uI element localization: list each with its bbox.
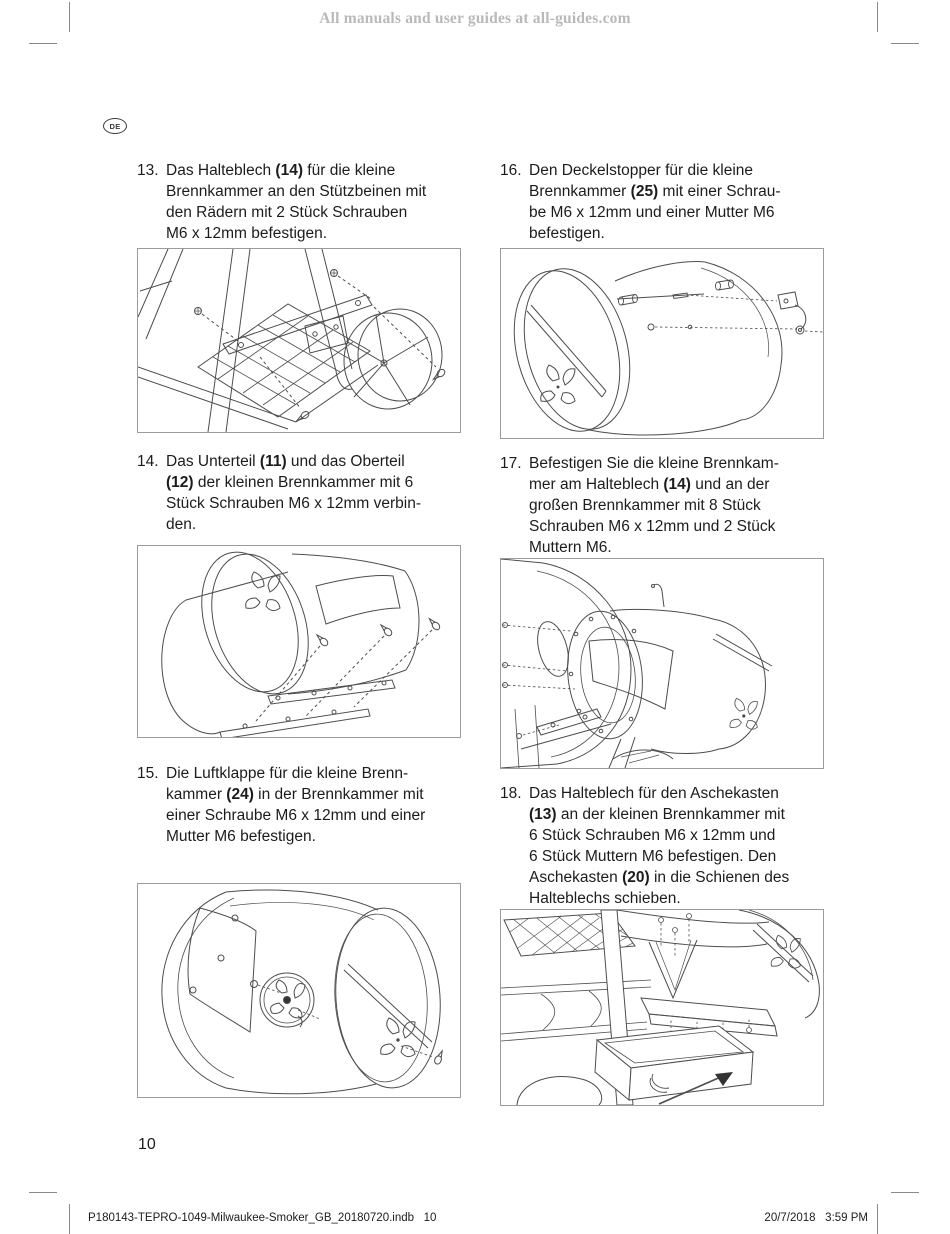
step-number: 17. xyxy=(500,455,522,472)
step-text: Befestigen Sie die kleine Brennkam- mer am Halteblech (14) und an der großen Brennkammer mit 8 Stück Schrauben M6 x 12mm und 2 Stück Muttern M6. xyxy=(529,455,779,556)
step-number: 18. xyxy=(500,785,522,802)
step-15-illustration xyxy=(138,884,460,1097)
crop-mark-top-left-h xyxy=(29,43,57,44)
right-column xyxy=(500,160,824,1106)
figure-step-13 xyxy=(137,248,461,433)
step-13-illustration xyxy=(138,249,460,432)
watermark-text: All manuals and user guides at all-guides.com xyxy=(319,10,631,27)
step-text: Die Luftklappe für die kleine Brenn- kammer (24) in der Brennkammer mit einer Schraube M6 x 12mm und einer Mutter M6 befestigen. xyxy=(166,765,426,845)
crop-mark-top-left-v xyxy=(69,2,70,32)
figure-step-16 xyxy=(500,248,824,439)
step-text: Das Halteblech (14) für die kleine Brennkammer an den Stützbeinen mit den Rädern mit 2 Stück Schrauben M6 x 12mm befestigen. xyxy=(166,162,427,242)
step-16 xyxy=(500,160,824,244)
crop-mark-top-right-h xyxy=(891,43,919,44)
step-text: Das Unterteil (11) und das Oberteil (12) der kleinen Brennkammer mit 6 Stück Schrauben M6 x 12mm verbin- den. xyxy=(166,453,421,533)
step-number: 13. xyxy=(137,162,159,179)
step-17-illustration xyxy=(501,559,823,768)
crop-mark-bottom-right-v xyxy=(877,1204,878,1234)
step-15 xyxy=(137,763,461,847)
page-number: 10 xyxy=(138,1136,156,1153)
crop-mark-bottom-left-h xyxy=(29,1192,57,1193)
crop-mark-top-right-v xyxy=(877,2,878,32)
figure-step-14 xyxy=(137,545,461,738)
step-17 xyxy=(500,453,824,558)
step-18-illustration xyxy=(501,910,823,1105)
step-number: 16. xyxy=(500,162,522,179)
figure-step-15 xyxy=(137,883,461,1098)
step-text: Den Deckelstopper für die kleine Brennkammer (25) mit einer Schrau- be M6 x 12mm und einer Mutter M6 befestigen. xyxy=(529,162,781,242)
footer-datetime: 20/7/2018 3:59 PM xyxy=(764,1212,868,1224)
figure-step-18 xyxy=(500,909,824,1106)
step-14-illustration xyxy=(138,546,460,737)
footer-file-info: P180143-TEPRO-1049-Milwaukee-Smoker_GB_20180720.indb 10 xyxy=(88,1212,437,1224)
figure-step-17 xyxy=(500,558,824,769)
step-18 xyxy=(500,783,824,909)
step-number: 14. xyxy=(137,453,159,470)
left-column xyxy=(137,160,461,1098)
step-number: 15. xyxy=(137,765,159,782)
crop-mark-bottom-right-h xyxy=(891,1192,919,1193)
step-14 xyxy=(137,451,461,535)
step-13 xyxy=(137,160,461,244)
language-badge-label: DE xyxy=(109,121,121,131)
crop-mark-bottom-left-v xyxy=(69,1204,70,1234)
step-16-illustration xyxy=(501,249,823,438)
language-badge xyxy=(103,118,127,134)
step-text: Das Halteblech für den Aschekasten (13) an der kleinen Brennkammer mit 6 Stück Schrauben M6 x 12mm und 6 Stück Muttern M6 befestigen. Den Aschekasten (20) in die Schienen des Halteblechs schieben. xyxy=(529,785,790,907)
